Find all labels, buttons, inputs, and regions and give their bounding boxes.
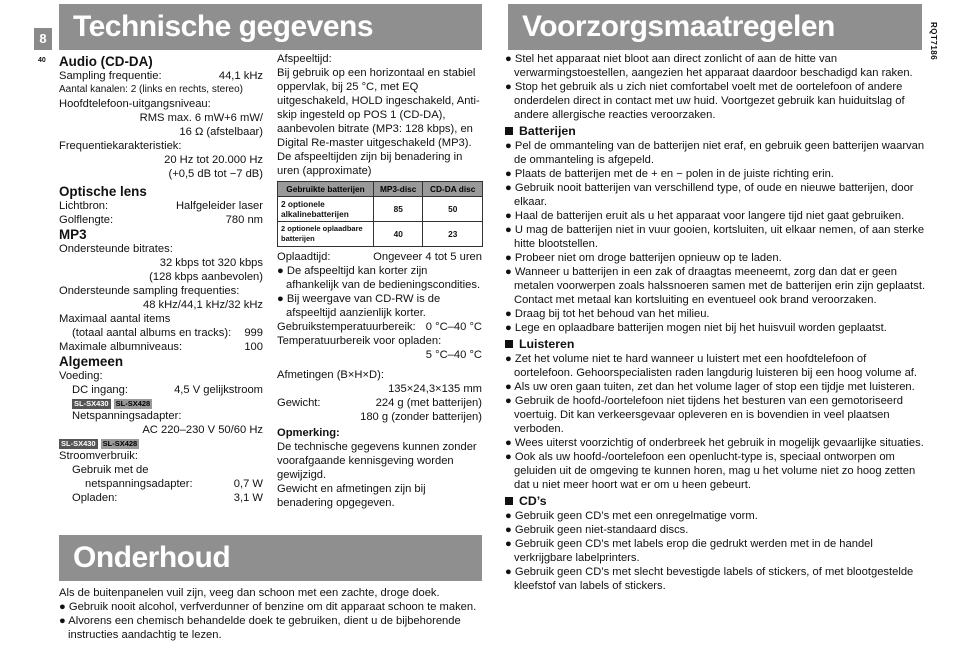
max-items-label: Maximaal aantal items [59, 313, 171, 325]
precaution-bullet: ● Gebruik geen CD’s met slecht bevestigde labels of stickers, of met blootgestelde kleefstof van labels of stickers. [505, 566, 914, 592]
dc-input-row [59, 383, 263, 397]
wavelength-row [59, 213, 263, 227]
consumption-label: Stroomverbruik: [59, 450, 138, 462]
battery-table-header-cell: CD-DA disc [423, 182, 483, 197]
heading-technical-specs: Technische gegevens [59, 4, 482, 50]
with-adapter-value: 0,7 W [233, 478, 263, 490]
precaution-bullet: ● Gebruik geen CD’s met labels erop die gedrukt werden met in de handel verkrijgbare labelprinters. [505, 538, 873, 564]
bullet-text: Gebruik geen CD’s met slecht bevestigde labels of stickers, of met blootgestelde kleefstof van labels of stickers. [514, 566, 914, 592]
precaution-bullet: ● Gebruik nooit batterijen van verschillend type, of oude en nieuwe batterijen, door elkaar. [505, 182, 914, 208]
listening-heading [505, 337, 927, 352]
max-albums-row [59, 340, 263, 354]
precaution-bullet: ● Lege en oplaadbare batterijen mogen niet bij het huisvuil worden geplaatst. [505, 322, 887, 334]
charge-temp-value: 5 °C–40 °C [425, 349, 482, 361]
precaution-bullet: ● U mag de batterijen niet in vuur gooien, kortsluiten, uit elkaar nemen, of aan sterke hitte blootstellen. [505, 224, 925, 250]
bullet-text: Ook als uw hoofd-/oortelefoon een openlucht-type is, speciaal ontworpen om geluiden uit de omgeving te kunnen horen, mag u het volume niet zo hoog zetten dat u niet meer hoort wat er om u heen gebeurt. [514, 451, 916, 491]
mp3-hours-cell: 85 [374, 197, 423, 222]
document-code: RQT7186 [929, 22, 938, 61]
remark-paragraph-2: Gewicht en afmetingen zijn bij benadering opgegeven. [277, 483, 426, 509]
battery-table-header-cell: Gebruikte batterijen [278, 182, 374, 197]
cd-hours-cell: 50 [423, 197, 483, 222]
audio-section-title: Audio (CD-DA) [59, 54, 153, 69]
battery-type-cell: 2 optionele alkalinebatterijen [278, 197, 374, 222]
model-tags-1 [59, 397, 263, 409]
sampling-label: Sampling frequentie: [59, 70, 162, 82]
specs-column-right [277, 52, 482, 510]
playback-label: Afspeeltijd: [277, 53, 332, 65]
light-source-row [59, 199, 263, 213]
bullet-text: Alvorens een chemisch behandelde doek te gebruiken, dient u de bijbehorende instructies aandachtig te lezen. [68, 615, 461, 641]
battery-table [277, 181, 483, 247]
adapter-value: AC 220–230 V 50/60 Hz [142, 424, 263, 436]
sub-page-number: 40 [38, 57, 46, 64]
bullet-text: Plaats de batterijen met de + en − polen in de juiste richting erin. [514, 168, 834, 180]
charging-value: 3,1 W [233, 492, 263, 504]
maintenance-section [59, 586, 489, 642]
note-text: De afspeeltijd kan korter zijn afhankelijk van de bedieningscondities. [286, 265, 481, 291]
bullet-text: Probeer niet om droge batterijen opnieuw op te laden. [514, 252, 782, 264]
precaution-bullet: ● Draag bij tot het behoud van het milieu. [505, 308, 710, 320]
bullet-text: Gebruik geen CD’s met labels erop die gedrukt werden met in de handel verkrijgbare labelprinters. [514, 538, 873, 564]
batteries-title: Batterijen [519, 124, 576, 138]
charge-time-label: Oplaadtijd: [277, 251, 331, 263]
with-adapter-label-2: netspanningsadapter: [85, 478, 193, 490]
dc-input-label: DC ingang: [72, 384, 128, 396]
bullet-text: Stel het apparaat niet bloot aan direct zonlicht of aan de hitte van verwarmingstoestellen, aangezien het apparaat daardoor beschadigd kan raken. [514, 53, 913, 79]
bullet-text: Haal de batterijen eruit als u het apparaat voor langere tijd niet gaat gebruiken. [514, 210, 905, 222]
remark-title: Opmerking: [277, 427, 340, 439]
frequency-value-2: (+0,5 dB tot −7 dB) [168, 168, 263, 180]
bullet-text: Pel de ommanteling van de batterijen niet eraf, en gebruik geen batterijen waarvan de ommanteling is afgepeld. [514, 140, 925, 166]
cd-hours-cell: 23 [423, 222, 483, 247]
dc-input-value: 4,5 V gelijkstroom [174, 384, 263, 396]
playtime-note-1: ● De afspeeltijd kan korter zijn afhankelijk van de bedieningscondities. [277, 265, 481, 291]
heading-maintenance: Onderhoud [59, 535, 482, 581]
model-tag-sx428: SL-SX428 [115, 399, 151, 408]
precaution-bullet: ● Ook als uw hoofd-/oortelefoon een openlucht-type is, speciaal ontworpen om geluiden uit de omgeving te kunnen horen, mag u het volume niet zo hoog zetten dat u niet meer hoort wat er om u heen gebeurt. [505, 451, 916, 491]
charge-time-row [277, 250, 482, 264]
battery-table-header [278, 182, 483, 197]
weight-value-2: 180 g (zonder batterijen) [360, 411, 482, 423]
battery-type-cell: 2 optionele oplaadbare batterijen [278, 222, 374, 247]
max-items-row [59, 326, 263, 340]
model-tags-2 [59, 437, 263, 449]
max-items-value: 999 [244, 327, 263, 339]
charging-label: Opladen: [72, 492, 118, 504]
mp3-sampling-value: 48 kHz/44,1 kHz/32 kHz [142, 299, 263, 311]
heading-precautions: Voorzorgsmaatregelen [508, 4, 922, 50]
weight-label: Gewicht: [277, 397, 321, 409]
remark-paragraph-1: De technische gegevens kunnen zonder voorafgaande kennisgeving worden gewijzigd. [277, 441, 477, 481]
page-number: 8 [34, 28, 52, 50]
wavelength-value: 780 nm [225, 214, 263, 226]
bullet-text: Zet het volume niet te hard wanneer u luistert met een hoofdtelefoon of oortelefoon. Gehoorspecialisten raden langdurig luisteren bij een hoog volume af. [514, 353, 918, 379]
precaution-bullet: ● Zet het volume niet te hard wanneer u luistert met een hoofdtelefoon of oortelefoon. Gehoorspecialisten raden langdurig luisteren bij een hoog volume af. [505, 353, 918, 379]
listening-title: Luisteren [519, 337, 575, 351]
light-source-label: Lichtbron: [59, 200, 109, 212]
listening-list [505, 352, 927, 492]
bullet-text: Lege en oplaadbare batterijen mogen niet bij het huisvuil worden geplaatst. [514, 322, 887, 334]
precaution-bullet: ● Wees uiterst voorzichtig of onderbreek het gebruik in mogelijk gevaarlijke situaties. [505, 437, 924, 449]
bullet-text: Stop het gebruik als u zich niet comfortabel voelt met de oortelefoon of andere onderdelen direct in contact met uw huid. Voortgezet gebruik kan huiduitslag of andere allergische reacties veroorzaken. [514, 81, 905, 121]
precautions-section [505, 52, 927, 593]
precaution-bullet: ● Haal de batterijen eruit als u het apparaat voor langere tijd niet gaat gebruiken. [505, 210, 905, 222]
battery-table-row [278, 197, 483, 222]
note-text: Bij weergave van CD-RW is de afspeeltijd aanzienlijk korter. [286, 293, 441, 319]
frequency-label: Frequentiekarakteristiek: [59, 140, 182, 152]
general-section-title: Algemeen [59, 354, 123, 369]
maintenance-bullet: ● Gebruik nooit alcohol, verfverdunner of benzine om dit apparaat schoon te maken. [59, 601, 477, 613]
sampling-value: 44,1 kHz [218, 70, 263, 82]
operating-temp-row [277, 320, 482, 334]
cds-list [505, 509, 927, 593]
bullet-text: Gebruik geen CD’s met een onregelmatige vorm. [514, 510, 758, 522]
dimensions-label: Afmetingen (B×H×D): [277, 369, 384, 381]
precaution-bullet: ● Wanneer u batterijen in een zak of draagtas meeneemt, zorg dan dat er geen metalen voorwerpen zoals halssnoeren samen met de batterijen erin zijn geplaatst. Contact met metaal kan kortsluiting en eventueel ook brand veroorzaken. [505, 266, 926, 306]
weight-value-1: 224 g (met batterijen) [375, 397, 482, 409]
battery-table-row [278, 222, 483, 247]
bullet-text: Gebruik nooit alcohol, verfverdunner of benzine om dit apparaat schoon te maken. [68, 601, 477, 613]
precaution-bullet: ● Gebruik de hoofd-/oortelefoon niet tijdens het besturen van een gemotoriseerd voertuig. Dit kan verkeersgevaar opleveren en is bovendien in veel plaatsen verboden. [505, 395, 903, 435]
precaution-bullet: ● Plaats de batterijen met de + en − polen in de juiste richting erin. [505, 168, 834, 180]
precaution-bullet: ● Pel de ommanteling van de batterijen niet eraf, en gebruik geen batterijen waarvan de ommanteling is afgepeld. [505, 140, 925, 166]
precaution-bullet: ● Gebruik geen CD’s met een onregelmatige vorm. [505, 510, 758, 522]
bullet-text: Gebruik de hoofd-/oortelefoon niet tijdens het besturen van een gemotoriseerd voertuig. Dit kan verkeersgevaar opleveren en is bovendien in veel plaatsen verboden. [514, 395, 903, 435]
dimensions-value: 135×24,3×135 mm [388, 383, 482, 395]
frequency-value-1: 20 Hz tot 20.000 Hz [164, 154, 263, 166]
charging-row [59, 491, 263, 505]
mp3-section-title: MP3 [59, 227, 87, 242]
bullet-text: Gebruik geen niet-standaard discs. [514, 524, 689, 536]
headphone-value-2: 16 Ω (afstelbaar) [179, 126, 263, 138]
battery-table-header-cell: MP3-disc [374, 182, 423, 197]
weight-row [277, 396, 482, 410]
playtime-note-2: ● Bij weergave van CD-RW is de afspeeltijd aanzienlijk korter. [277, 293, 441, 319]
operating-temp-value: 0 °C–40 °C [425, 321, 482, 333]
mp3-hours-cell: 40 [374, 222, 423, 247]
maintenance-intro: Als de buitenpanelen vuil zijn, veeg dan schoon met een zachte, droge doek. [59, 587, 440, 599]
power-label: Voeding: [59, 370, 103, 382]
headphone-label: Hoofdtelefoon-uitgangsniveau: [59, 98, 211, 110]
mp3-sampling-label: Ondersteunde sampling frequenties: [59, 285, 240, 297]
optical-section-title: Optische lens [59, 184, 147, 199]
with-adapter-row [59, 477, 263, 491]
bitrates-value-2: (128 kbps aanbevolen) [149, 271, 263, 283]
audio-sampling-row [59, 69, 263, 83]
maintenance-bullet: ● Alvorens een chemisch behandelde doek te gebruiken, dient u de bijbehorende instructies aandachtig te lezen. [59, 615, 461, 641]
square-bullet-icon [505, 127, 513, 135]
precaution-bullet: ● Probeer niet om droge batterijen opnieuw op te laden. [505, 252, 782, 264]
batteries-list [505, 139, 927, 335]
max-items-sub: (totaal aantal albums en tracks): [72, 327, 232, 339]
charge-temp-label: Temperatuurbereik voor opladen: [277, 335, 442, 347]
bitrates-label: Ondersteunde bitrates: [59, 243, 173, 255]
max-albums-value: 100 [244, 341, 263, 353]
precaution-bullet: ● Stel het apparaat niet bloot aan direct zonlicht of aan de hitte van verwarmingstoestellen, aangezien het apparaat daardoor beschadigd kan raken. [505, 53, 913, 79]
cds-heading [505, 494, 927, 509]
precautions-general-list [505, 52, 927, 122]
with-adapter-label: Gebruik met de [72, 464, 149, 476]
operating-temp-label: Gebruikstemperatuurbereik: [277, 321, 416, 333]
precaution-bullet: ● Als uw oren gaan tuiten, zet dan het volume lager of stop een tijdje met luisteren. [505, 381, 915, 393]
headphone-value-1: RMS max. 6 mW+6 mW/ [139, 112, 263, 124]
wavelength-label: Golflengte: [59, 214, 114, 226]
light-source-value: Halfgeleider laser [175, 200, 263, 212]
max-albums-label: Maximale albumniveaus: [59, 341, 183, 353]
square-bullet-icon [505, 340, 513, 348]
channels-row: Aantal kanalen: 2 (links en rechts, stereo) [59, 84, 243, 95]
square-bullet-icon [505, 497, 513, 505]
precaution-bullet: ● Stop het gebruik als u zich niet comfortabel voelt met de oortelefoon of andere onderdelen direct in contact met uw huid. Voortgezet gebruik kan huiduitslag of andere allergische reacties veroorzaken. [505, 81, 905, 121]
precaution-bullet: ● Gebruik geen niet-standaard discs. [505, 524, 689, 536]
bullet-text: Als uw oren gaan tuiten, zet dan het volume lager of stop een tijdje met luisteren. [514, 381, 915, 393]
cds-title: CD’s [519, 494, 547, 508]
adapter-label: Netspanningsadapter: [72, 410, 182, 422]
model-tag-sx430: SL-SX430 [61, 439, 96, 448]
model-tag-sx428: SL-SX428 [102, 439, 138, 448]
bullet-text: Wees uiterst voorzichtig of onderbreek het gebruik in mogelijk gevaarlijke situaties. [514, 437, 924, 449]
specs-column-left [59, 54, 263, 505]
charge-time-value: Ongeveer 4 tot 5 uren [373, 251, 482, 263]
model-tag-sx430: SL-SX430 [74, 399, 109, 408]
bullet-text: Gebruik nooit batterijen van verschillend type, of oude en nieuwe batterijen, door elkaar. [514, 182, 914, 208]
batteries-heading [505, 124, 927, 139]
bullet-text: Draag bij tot het behoud van het milieu. [514, 308, 710, 320]
playback-text: Bij gebruik op een horizontaal en stabiel oppervlak, bij 25 °C, met EQ uitgeschakeld, HOLD ingeschakeld, Anti-skip ingesteld op POS 1 (CD-DA), aanbevolen bitrate (MP3: 128 kbps), en Digital Re-master uitgeschakeld (MP3). De afspeeltijden zijn bij benadering in uren (approximate) [277, 67, 480, 177]
bullet-text: U mag de batterijen niet in vuur gooien, kortsluiten, uit elkaar nemen, of aan sterke hitte blootstellen. [514, 224, 925, 250]
bitrates-value-1: 32 kbps tot 320 kbps [159, 257, 263, 269]
bullet-text: Wanneer u batterijen in een zak of draagtas meeneemt, zorg dan dat er geen metalen voorwerpen zoals halssnoeren samen met de batterijen erin zijn geplaatst. Contact met metaal kan kortsluiting en eventueel ook brand veroorzaken. [514, 266, 926, 306]
